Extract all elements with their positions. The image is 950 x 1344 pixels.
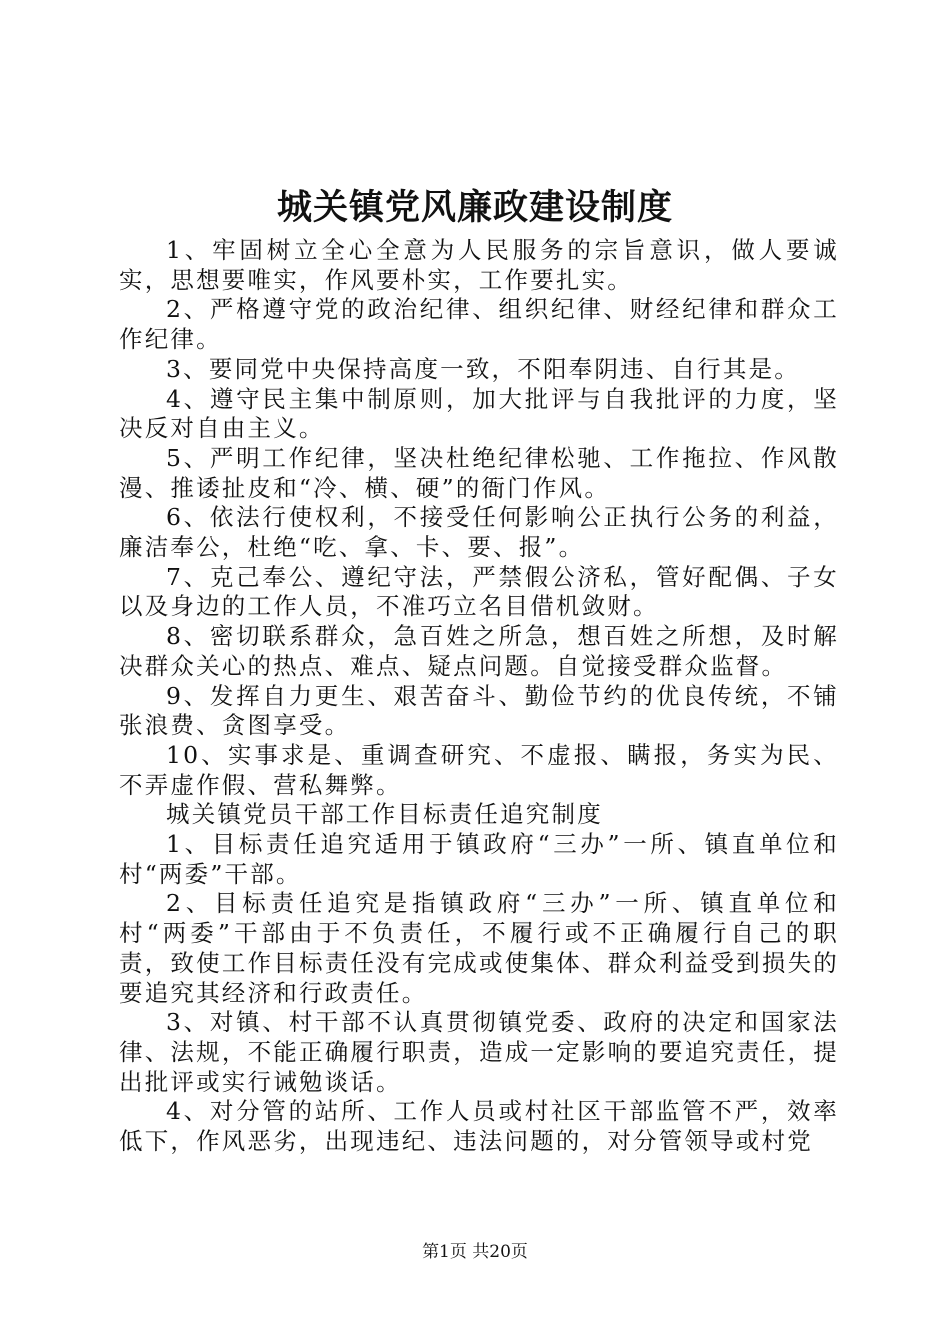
section-heading: 城关镇党员干部工作目标责任追究制度 bbox=[166, 800, 603, 829]
paragraph-2: 2、严格遵守党的政治纪律、组织纪律、财经纪律和群众工作纪律。 bbox=[119, 295, 839, 354]
paragraph-13: 3、对镇、村干部不认真贯彻镇党委、政府的决定和国家法律、法规，不能正确履行职责，造成一定影响的要追究责任，提出批评或实行诫勉谈话。 bbox=[119, 1008, 839, 1096]
paragraph-10: 10、实事求是、重调查研究、不虚报、瞒报，务实为民、不弄虚作假、营私舞弊。 bbox=[119, 740, 839, 799]
paragraph-1: 1、牢固树立全心全意为人民服务的宗旨意识，做人要诚实，思想要唯实，作风要朴实，工作要扎实。 bbox=[119, 236, 839, 294]
paragraph-3: 3、要同党中央保持高度一致，不阳奉阴违、自行其是。 bbox=[166, 354, 800, 383]
page-number-footer: 第1页 共20页 bbox=[422, 1242, 528, 1262]
document-body bbox=[119, 236, 839, 1157]
paragraph-6: 6、依法行使权利，不接受任何影响公正执行公务的利益，廉洁奉公，杜绝“吃、拿、卡、要、报”。 bbox=[119, 503, 839, 562]
paragraph-11: 1、目标责任追究适用于镇政府“三办”一所、镇直单位和村“两委”干部。 bbox=[119, 830, 839, 888]
paragraph-7: 7、克己奉公、遵纪守法，严禁假公济私，管好配偶、子女以及身边的工作人员，不准巧立名目借机敛财。 bbox=[119, 562, 839, 621]
paragraph-5: 5、严明工作纪律，坚决杜绝纪律松驰、工作拖拉、作风散漫、推诿扯皮和“冷、横、硬”的衙门作风。 bbox=[119, 443, 839, 502]
paragraph-9: 9、发挥自力更生、艰苦奋斗、勤俭节约的优良传统，不铺张浪费、贪图享受。 bbox=[119, 681, 839, 740]
paragraph-8: 8、密切联系群众，急百姓之所急，想百姓之所想，及时解决群众关心的热点、难点、疑点问题。自觉接受群众监督。 bbox=[119, 622, 839, 680]
paragraph-12: 2、目标责任追究是指镇政府“三办”一所、镇直单位和村“两委”干部由于不负责任，不履行或不正确履行自己的职责，致使工作目标责任没有完成或使集体、群众利益受到损失的要追究其经济和行政责任。 bbox=[119, 889, 839, 1007]
paragraph-4: 4、遵守民主集中制原则，加大批评与自我批评的力度，坚决反对自由主义。 bbox=[119, 384, 839, 443]
paragraph-14: 4、对分管的站所、工作人员或村社区干部监管不严，效率低下，作风恶劣，出现违纪、违法问题的，对分管领导或村党 bbox=[119, 1097, 839, 1156]
document-title: 城关镇党风廉政建设制度 bbox=[276, 187, 673, 228]
